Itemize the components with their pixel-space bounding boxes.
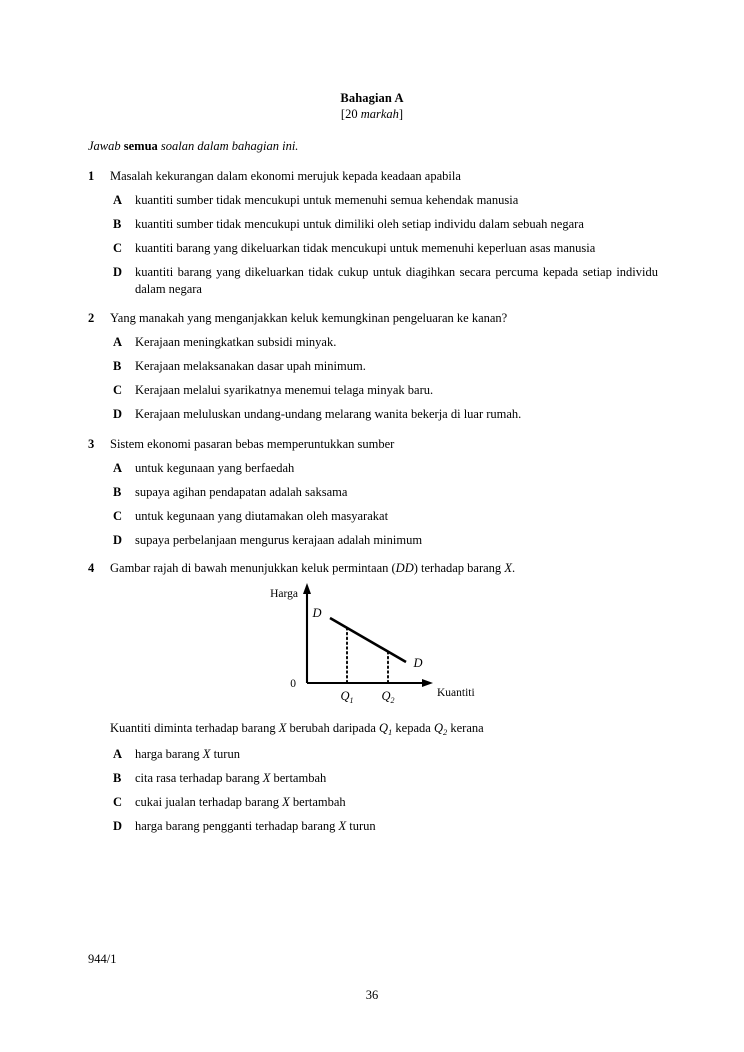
option-1c[interactable] [88, 240, 658, 257]
option-1a-text: kuantiti sumber tidak mencukupi untuk memenuhi semua kehendak manusia [135, 193, 519, 207]
option-2b[interactable] [88, 358, 658, 375]
option-3a[interactable] [88, 460, 658, 477]
question-4-dd-italic: DD [395, 561, 414, 575]
option-3c-letter: C [113, 508, 123, 523]
option-4b-letter: B [113, 771, 122, 785]
question-3-number: 3 [88, 436, 95, 451]
question-2-text: Yang manakah yang menganjakkan keluk kemungkinan pengeluaran ke kanan? [110, 311, 508, 325]
option-2a-letter: A [113, 335, 123, 349]
option-1b-text: kuantiti sumber tidak mencukupi untuk dimiliki oleh setiap individu dalam sebuah negara [135, 217, 584, 231]
option-2c-text: Kerajaan melalui syarikatnya menemui telaga minyak baru. [135, 383, 434, 397]
option-3a-text: untuk kegunaan yang berfaedah [135, 460, 295, 475]
option-4c-letter: C [113, 795, 123, 809]
question-4-text-part3: . [511, 561, 516, 575]
substem-part1: Kuantiti diminta terhadap barang [110, 721, 279, 735]
option-4b-pre: cita rasa terhadap barang [135, 771, 263, 785]
option-4c-pre: cukai jualan terhadap barang [135, 795, 283, 809]
curve-label-left: D [312, 606, 322, 620]
option-3d-text: supaya perbelanjaan mengurus kerajaan adalah minimum [135, 532, 423, 547]
question-4-text-part2: ) terhadap barang [413, 561, 505, 575]
question-2-number: 2 [88, 311, 95, 325]
curve-label-right: D [413, 656, 423, 670]
option-1d[interactable] [88, 264, 658, 297]
option-2d-text: Kerajaan meluluskan undang-undang melarang wanita bekerja di luar rumah. [135, 407, 522, 421]
x-axis-arrowhead [422, 679, 433, 687]
option-3b-letter: B [113, 484, 122, 499]
y-axis-label: Harga [270, 588, 298, 600]
q1-tick-label: $Q_1$ [340, 689, 354, 705]
question-3-options [88, 460, 658, 549]
substem-q2: $Q_2$ [433, 721, 448, 737]
option-3b-text: supaya agihan pendapatan adalah saksama [135, 484, 348, 499]
instruction-bold: semua [123, 139, 158, 153]
question-2-options [88, 334, 658, 423]
option-1b[interactable] [88, 216, 658, 233]
q2-tick-label: $Q_2$ [381, 689, 395, 705]
x-axis-label: Kuantiti [437, 687, 475, 699]
option-1b-letter: B [113, 217, 122, 231]
option-4d-pre: harga barang pengganti terhadap barang [135, 819, 339, 833]
instruction-line [88, 138, 298, 154]
option-3d[interactable] [88, 532, 658, 549]
question-4 [88, 560, 658, 835]
question-4-x-italic: X [504, 561, 512, 575]
question-4-stem [88, 560, 658, 577]
option-4d-italic: X [338, 819, 347, 833]
option-4d-letter: D [113, 819, 123, 833]
option-3a-letter: A [113, 460, 123, 475]
instruction-post: soalan dalam bahagian ini. [157, 139, 299, 153]
option-4b-post: bertambah [270, 771, 327, 785]
option-1d-letter: D [113, 265, 123, 279]
question-1-number: 1 [88, 169, 95, 183]
y-axis-arrowhead [303, 583, 311, 594]
option-3c[interactable] [88, 508, 658, 525]
substem-q1: $Q_1$ [379, 721, 393, 737]
question-3-text: Sistem ekonomi pasaran bebas memperuntukkan sumber [110, 436, 395, 451]
page-number: 36 [365, 988, 379, 1002]
option-4b[interactable] [88, 770, 658, 787]
question-4-options [88, 746, 658, 835]
page-header [0, 90, 744, 122]
option-1c-letter: C [113, 241, 123, 255]
option-1c-text: kuantiti barang yang dikeluarkan tidak mencukupi untuk memenuhi keperluan asas manusia [135, 241, 596, 255]
option-4a-post: turun [210, 747, 240, 761]
option-2b-text: Kerajaan melaksanakan dasar upah minimum. [135, 359, 366, 373]
option-4b-italic: X [262, 771, 271, 785]
paper-code: 944/1 [88, 952, 117, 966]
marks-allocation [0, 106, 744, 122]
option-4d[interactable] [88, 818, 658, 835]
option-2d-letter: D [113, 407, 123, 421]
option-3d-letter: D [113, 532, 123, 547]
option-1a[interactable] [88, 192, 658, 209]
demand-curve-line [330, 618, 406, 662]
option-2a[interactable] [88, 334, 658, 351]
question-2-stem [88, 310, 658, 327]
marks-open: [20 [340, 107, 361, 121]
option-1d-text: kuantiti barang yang dikeluarkan tidak cukup untuk diagihkan secara percuma kepada setiap individu dalam negara [135, 265, 658, 296]
option-4a[interactable] [88, 746, 658, 763]
substem-part4: kerana [447, 721, 484, 735]
option-4c[interactable] [88, 794, 658, 811]
option-4c-italic: X [282, 795, 290, 809]
option-2c[interactable] [88, 382, 658, 399]
marks-close: ] [398, 107, 404, 121]
substem-part3: kepada [392, 721, 434, 735]
question-list [88, 168, 658, 845]
option-3b[interactable] [88, 484, 658, 501]
question-4-text-part1: Gambar rajah di bawah menunjukkan keluk permintaan ( [110, 561, 396, 575]
question-3 [88, 436, 658, 549]
demand-curve-svg [88, 579, 658, 714]
option-2b-letter: B [113, 359, 122, 373]
question-2 [88, 310, 658, 423]
option-4c-post: bertambah [289, 795, 346, 809]
option-4a-pre: harga barang [135, 747, 203, 761]
page-title: Bahagian A [340, 91, 404, 105]
question-1-text: Masalah kekurangan dalam ekonomi merujuk kepada keadaan apabila [110, 169, 461, 183]
substem-part2: berubah daripada [286, 721, 380, 735]
demand-curve-figure [88, 579, 658, 714]
option-1a-letter: A [113, 193, 123, 207]
question-1 [88, 168, 658, 297]
question-1-options [88, 192, 658, 297]
question-4-substem [88, 720, 658, 738]
option-2c-letter: C [113, 383, 123, 397]
question-3-stem [88, 436, 658, 453]
option-2d[interactable] [88, 406, 658, 423]
marks-italic: markah [360, 107, 399, 121]
option-2a-text: Kerajaan meningkatkan subsidi minyak. [135, 335, 337, 349]
instruction-pre: Jawab [88, 139, 124, 153]
option-4d-post: turun [346, 819, 376, 833]
option-4a-italic: X [202, 747, 211, 761]
question-4-number: 4 [88, 561, 95, 575]
substem-x-italic: X [278, 721, 287, 735]
option-3c-text: untuk kegunaan yang diutamakan oleh masyarakat [135, 508, 389, 523]
question-1-stem [88, 168, 658, 185]
origin-label: 0 [290, 678, 296, 690]
option-4a-letter: A [113, 747, 123, 761]
